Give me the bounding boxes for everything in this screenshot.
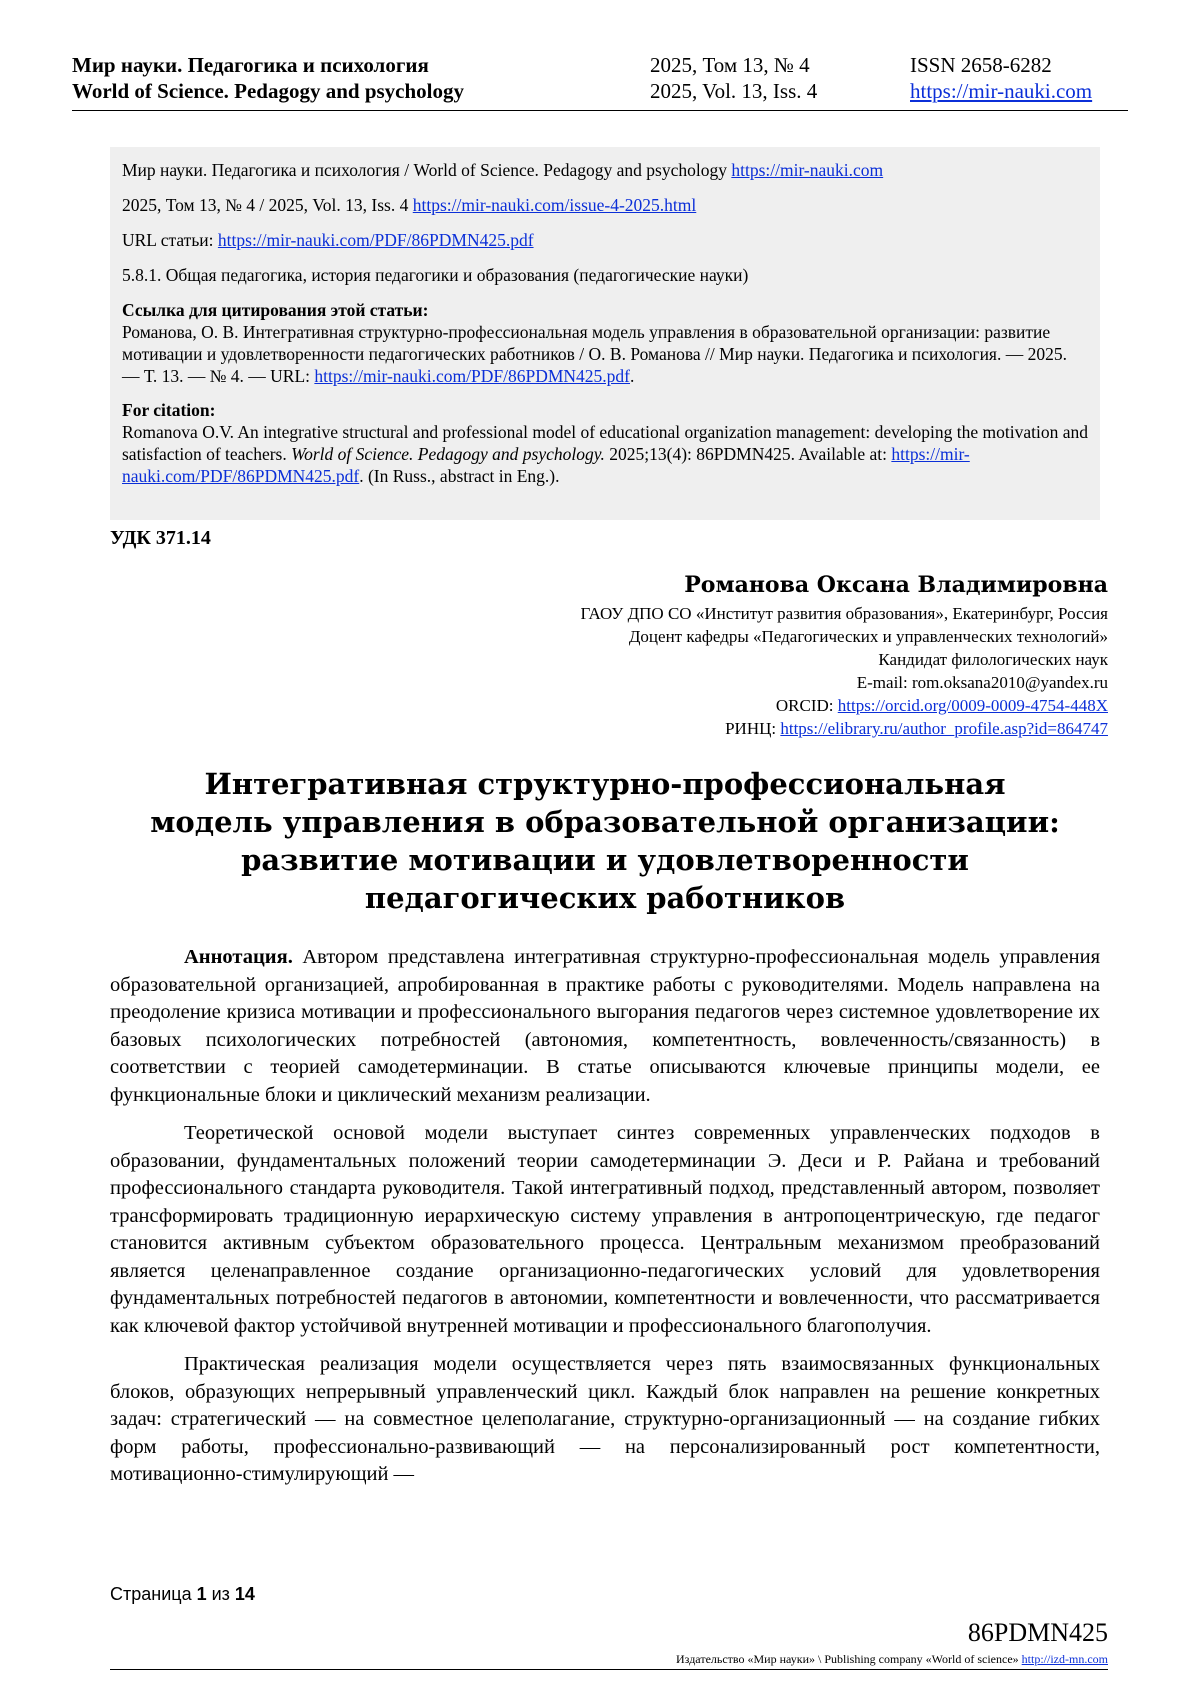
- article-code: 86PDMN425: [967, 1618, 1108, 1647]
- abstract-paragraph-2: Теоретической основой модели выступает синтез современных управленческих подходов в образовании, фундаментальных положений теории самодетерминации Э. Деси и Р. Райана и требований профессионального стандарта руководителя. Такой интегративный подход, представленный автором, позволяет трансформировать традиционную иерархическую систему управления в антропоцентрическую, где педагог становится активным субъектом образовательного процесса. Центральным механизмом преобразований является целенаправленное создание организационно-педагогических условий для удовлетворения фундаментальных потребностей педагогов в автономии, компетентности и вовлеченности, что рассматривается как ключевой фактор устойчивой внутренней мотивации и профессионального благополучия.: [110, 1122, 1100, 1337]
- info-journal-text: Мир науки. Педагогика и психология / World of Science. Pedagogy and psychology: [122, 160, 732, 180]
- abstract-paragraph-1: [110, 944, 1100, 1109]
- abstract-label: Аннотация.: [184, 946, 293, 968]
- rinc-link[interactable]: https://elibrary.ru/author_profile.asp?id=864747: [780, 719, 1108, 738]
- publisher-line: [676, 1652, 1108, 1667]
- article-title: [110, 765, 1100, 917]
- citation-en-journal: World of Science. Pedagogy and psychology.: [291, 444, 605, 464]
- citation-ru-link[interactable]: https://mir-nauki.com/PDF/86PDMN425.pdf: [314, 366, 631, 386]
- issue-ru: 2025, Том 13, № 4: [650, 53, 810, 77]
- page-sep: из: [206, 1584, 235, 1604]
- info-article-url-link[interactable]: https://mir-nauki.com/PDF/86PDMN425.pdf: [217, 230, 534, 250]
- citation-ru-text: Романова, О. В. Интегративная структурно-профессиональная модель управления в образовательной организации: развитие мотивации и удовлетворенности педагогических работников / О. В. Романова // Мир науки. Педагогика и психология. — 2025. — Т. 13. — № 4. — URL:: [122, 322, 1067, 386]
- info-journal-line: [122, 159, 1088, 181]
- page-current: 1: [196, 1584, 207, 1604]
- info-specialty-line: 5.8.1. Общая педагогика, история педагогики и образования (педагогические науки): [122, 265, 749, 285]
- citation-en: [122, 399, 1088, 487]
- site-link[interactable]: https://mir-nauki.com: [910, 79, 1093, 103]
- info-journal-link[interactable]: https://mir-nauki.com: [731, 160, 884, 180]
- info-issue-line: [122, 194, 1088, 216]
- journal-header: [72, 52, 1128, 111]
- abstract-paragraph-3: Практическая реализация модели осуществляется через пять взаимосвязанных функциональных блоков, образующих непрерывный управленческий цикл. Каждый блок направлен на решение конкретных задач: стратегический — на совместное целеполагание, структурно-организационный — на создание гибких форм работы, профессионально-развивающий — на персонализированный рост компетентности, мотивационно-стимулирующий —: [110, 1353, 1100, 1485]
- publisher-text: Издательство «Мир науки» \ Publishing company «World of science»: [676, 1652, 1022, 1666]
- author-affiliation: ГАОУ ДПО СО «Институт развития образования», Екатеринбург, Россия: [580, 604, 1108, 623]
- journal-title-ru: Мир науки. Педагогика и психология: [72, 53, 429, 77]
- journal-title-en: World of Science. Pedagogy and psychology: [72, 79, 465, 103]
- author-block: [581, 570, 1108, 740]
- citation-en-heading: For citation:: [122, 400, 216, 420]
- citation-en-text: Romanova O.V. An integrative structural and professional model of educational organization management: developing the motivation and satisfaction of teachers.: [122, 422, 1088, 464]
- title-line-2: модель управления в образовательной организации:: [150, 805, 1060, 839]
- author-orcid: [581, 694, 1108, 717]
- citation-ru-end: .: [630, 366, 635, 386]
- orcid-label: ORCID:: [775, 696, 838, 715]
- info-issue-text: 2025, Том 13, № 4 / 2025, Vol. 13, Iss. 4: [122, 195, 413, 215]
- author-name: Романова Оксана Владимировна: [684, 572, 1108, 598]
- abstract-p1-text: Автором представлена интегративная структурно-профессиональная модель управления образовательной организацией, апробированная в практике работы с руководителями. Модель направлена на преодоление кризиса мотивации и профессионального выгорания педагогов через системное удовлетворение их базовых психологических потребностей (автономия, компетентность, вовлеченность/связанность) в соответствии с теорией самодетерминации. В статье описываются ключевые принципы модели, ее функциональные блоки и циклический механизм реализации.: [110, 946, 1100, 1106]
- author-position: Доцент кафедры «Педагогических и управленческих технологий»: [628, 627, 1108, 646]
- author-email: E-mail: rom.oksana2010@yandex.ru: [856, 673, 1108, 692]
- issn-block: [910, 52, 1092, 104]
- citation-en-link[interactable]: https://mir-nauki.com/PDF/86PDMN425.pdf: [122, 444, 970, 486]
- citation-en-text-2: 2025;13(4): 86PDMN425. Available at:: [604, 444, 892, 464]
- citation-ru-heading: Ссылка для цитирования этой статьи:: [122, 300, 429, 320]
- citation-ru: [122, 299, 1088, 387]
- citation-en-end: . (In Russ., abstract in Eng.).: [359, 466, 560, 486]
- rinc-label: РИНЦ:: [725, 719, 781, 738]
- page-total: 14: [234, 1584, 255, 1604]
- info-url-line: [122, 229, 1088, 251]
- citation-info-box: [110, 147, 1100, 520]
- issue-en: 2025, Vol. 13, Iss. 4: [650, 79, 818, 103]
- publisher-link[interactable]: http://izd-mn.com: [1021, 1652, 1108, 1666]
- orcid-link[interactable]: https://orcid.org/0009-0009-4754-448X: [837, 696, 1108, 715]
- info-url-text: URL статьи:: [122, 230, 218, 250]
- journal-title-block: [72, 52, 464, 104]
- issn: ISSN 2658-6282: [910, 53, 1052, 77]
- abstract: [110, 944, 1100, 1500]
- page-number: [110, 1584, 255, 1605]
- title-line-1: Интегративная структурно-профессиональная: [204, 767, 1006, 801]
- author-degree: Кандидат филологических наук: [878, 650, 1108, 669]
- udk-code: УДК 371.14: [110, 527, 211, 549]
- page-prefix: Страница: [110, 1584, 197, 1604]
- issue-block: [650, 52, 817, 104]
- info-issue-link[interactable]: https://mir-nauki.com/issue-4-2025.html: [412, 195, 697, 215]
- author-rinc: [581, 717, 1108, 740]
- title-line-4: педагогических работников: [364, 881, 846, 915]
- footer-rule: [110, 1669, 1108, 1670]
- title-line-3: развитие мотивации и удовлетворенности: [241, 843, 969, 877]
